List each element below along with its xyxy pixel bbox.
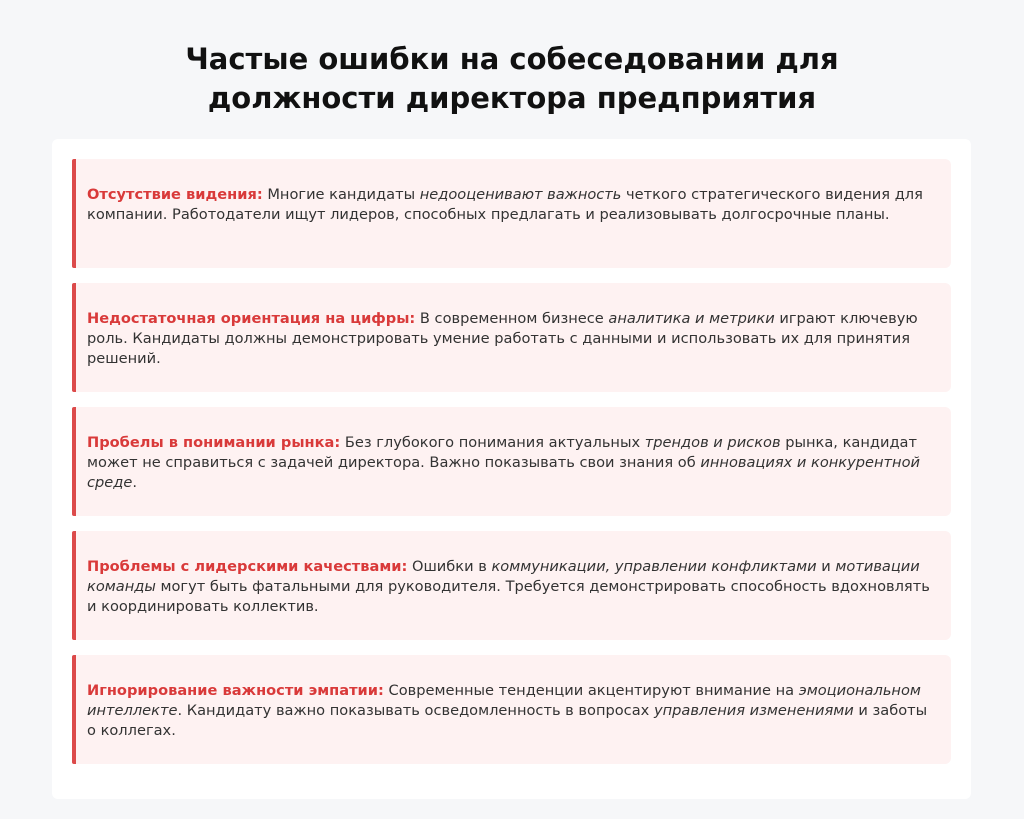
emphasis: коммуникации, управлении конфликтами (491, 558, 817, 575)
mistake-text: Пробелы в понимании рынка: Без глубокого понимания актуальных трендов и рисков рынка, кандидат может не справиться с задачей директора. Важно показывать свои знания об инновациях и конкурентной среде. (87, 434, 920, 491)
title-line-1: Частые ошибки на собеседовании для (185, 42, 839, 76)
emphasis: мотивации команды (87, 558, 920, 595)
mistake-item-market (72, 407, 951, 516)
page-title (0, 40, 1024, 118)
emphasis: инновациях и конкурентной среде (87, 454, 920, 491)
mistake-text: Игнорирование важности эмпатии: Современные тенденции акцентируют внимание на эмоциональном интеллекте. Кандидату важно показывать осведомленность в вопросах управления изменениями и заботы о коллегах. (87, 682, 928, 739)
emphasis: управления изменениями (653, 702, 854, 719)
mistake-item-leadership (72, 531, 951, 640)
mistake-heading: Проблемы с лидерскими качествами: (87, 558, 408, 575)
emphasis: недооценивают важность (419, 186, 622, 203)
emphasis: аналитика и метрики (608, 310, 775, 327)
emphasis: эмоциональном интеллекте (87, 682, 921, 719)
mistake-text: Проблемы с лидерскими качествами: Ошибки в коммуникации, управлении конфликтами и мотивации команды могут быть фатальными для руководителя. Требуется демонстрировать способность вдохновлять и координировать коллектив. (87, 558, 930, 615)
emphasis: трендов и рисков (644, 434, 781, 451)
mistake-text: Недостаточная ориентация на цифры: В современном бизнесе аналитика и метрики играют ключевую роль. Кандидаты должны демонстрировать умение работать с данными и использовать их для принятия решений. (87, 310, 918, 367)
mistake-heading: Недостаточная ориентация на цифры: (87, 310, 416, 327)
mistake-item-empathy (72, 655, 951, 764)
mistake-heading: Пробелы в понимании рынка: (87, 434, 341, 451)
title-line-2: должности директора предприятия (207, 81, 817, 115)
mistake-heading: Отсутствие видения: (87, 186, 263, 203)
mistake-heading: Игнорирование важности эмпатии: (87, 682, 384, 699)
mistake-text: Отсутствие видения: Многие кандидаты недооценивают важность четкого стратегического видения для компании. Работодатели ищут лидеров, способных предлагать и реализовывать долгосрочные планы. (87, 186, 923, 223)
mistake-item-vision (72, 159, 951, 268)
mistakes-card (52, 139, 971, 799)
mistake-item-numbers (72, 283, 951, 392)
